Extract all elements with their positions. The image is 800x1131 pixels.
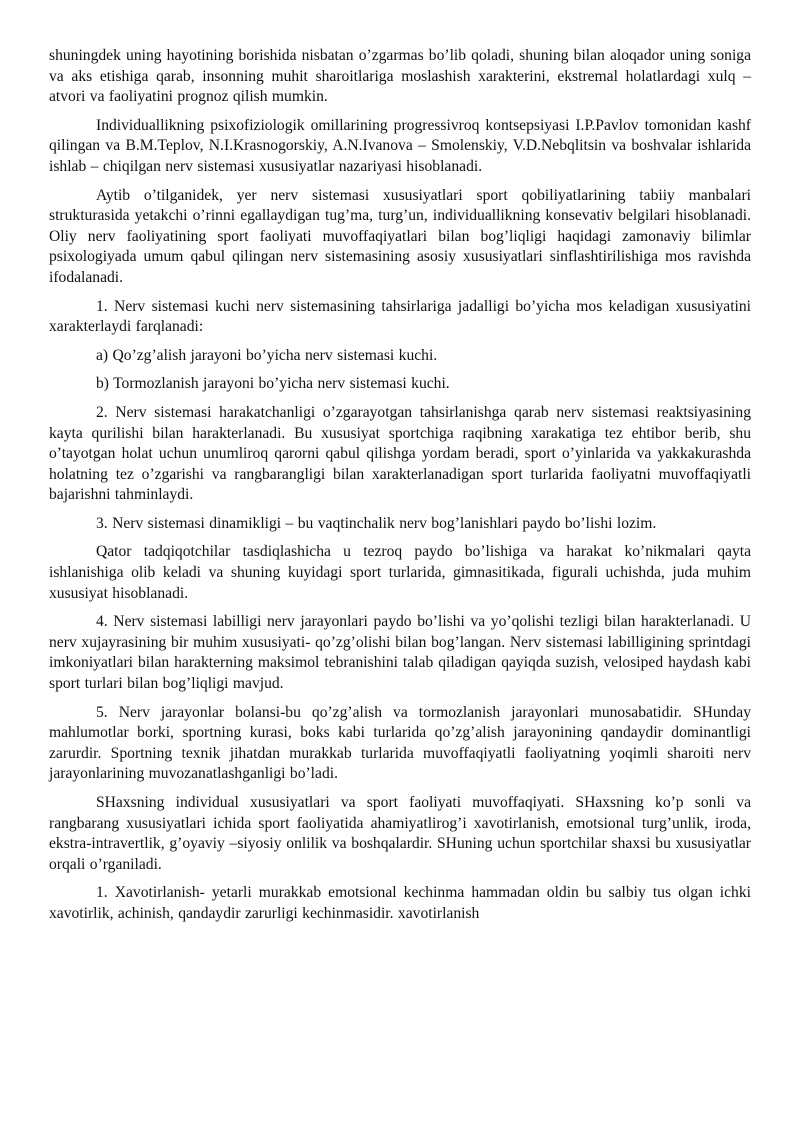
paragraph-continuation: shuningdek uning hayotining borishida nisbatan o’zgarmas bo’lib qoladi, shuning bilan aloqador uning soniga va aks etishiga qarab, insonning muhit sharoitlariga moslashish xarakterini, ekstremal holatlardagi xulq – atvori va faoliyatini prognoz qilish mumkin. (49, 47, 751, 106)
paragraph-researchers: Qator tadqiqotchilar tasdiqlashicha u tezroq paydo bo’lishiga va harakat ko’nikmalari qayta ishlanishiga olib keladi va shuning kuyidagi sport turlarida, gimnasitikada, figurali uchishda, juda muhim xususiyat hisoblanadi. (49, 543, 751, 602)
paragraph-pavlov-concept: Individuallikning psixofiziologik omillarining progressivroq kontsepsiyasi I.P.Pavlov tomonidan kashf qilingan va B.M.Teplov, N.I.Krasnogorskiy, A.N.Ivanova – Smolenskiy, V.D.Nebqlitsin va boshvalar ishlarida ishlab – chiqilgan nerv sistemasi xususiyatlar nazariyasi hisoblanadi. (49, 116, 751, 175)
paragraph-nerve-properties-intro: Aytib o’tilganidek, yer nerv sistemasi xususiyatlari sport qobiliyatlarining tabiiy manbalari strukturasida yetakchi o’rinni egallaydigan tug’ma, turg’un, individuallikning konsevativ belgilari hisoblanadi. Oliy nerv faoliyatining sport faoliyati muvoffaqiyatlari bilan bog’liqligi haqidagi zamonaviy bilimlar psixologiyada umum qabul qilingan nerv sistemasining asosiy xususiyatlari sinflashtirilishiga mos ravishda ifodalanadi. (49, 186, 751, 286)
paragraph-anxiety: 1. Xavotirlanish- yetarli murakkab emotsional kechinma hammadan oldin bu salbiy tus olgan ichki xavotirlik, achinish, qandaydir zarurligi kechinmasidir. xavotirlanish (49, 884, 751, 922)
paragraph-subitem-b: b) Tormozlanish jarayoni bo’yicha nerv sistemasi kuchi. (96, 375, 450, 393)
paragraph-subitem-a: a) Qo’zg’alish jarayoni bo’yicha nerv sistemasi kuchi. (96, 346, 438, 364)
paragraph-personality-traits: SHaxsning individual xususiyatlari va sport faoliyati muvoffaqiyati. SHaxsning ko’p sonli va rangbarang xususiyatlari ichida sport faoliyatida ahamiyatlirog’i xavotirlanish, emotsional turg’unlik, iroda, ekstra-intravertlik, g’oyaviy –siyosiy onlilik va boshqalardir. SHuning uchun sportchilar shaxsi bu xususiyatlar orqali o’rganiladi. (49, 794, 751, 873)
document-body (49, 46, 751, 933)
paragraph-item-4-lability: 4. Nerv sistemasi labilligi nerv jarayonlari paydo bo’lishi va yo’qolishi tezligi bilan harakterlanadi. U nerv xujayrasining bir muhim xususiyati- qo’zg’olishi bilan bog’langan. Nerv sistemasi labilligining sprintdagi imkoniyatlari bilan harakterning maksimol tebranishini talab qiladigan qayiqda suzish, velosiped haydash kabi sport turlari bilan bog’liqligi mavjud. (49, 613, 751, 693)
paragraph-item-3-dynamics: 3. Nerv sistemasi dinamikligi – bu vaqtinchalik nerv bog’lanishlari paydo bo’lishi lozim. (96, 514, 657, 532)
paragraph-item-2-mobility: 2. Nerv sistemasi harakatchanligi o’zgarayotgan tahsirlanishga qarab nerv sistemasi reaktsiyasining kayta qurilishi bilan harakterlanadi. Bu xususiyat sportchiga raqibning xarakatiga tez ehtibor berib, shu o’tayotgan holat uchun unumliroq qarorni qabul qilishga yordam beradi, sport o’yinlarida va yakkakurashda holatning tez o’zgarishi va rangbarangligi bilan xarakterlanadigan sport turlarida faoliyatni muvoffaqiyatli bajarishni tahminlaydi. (49, 403, 751, 504)
paragraph-item-1-strength: 1. Nerv sistemasi kuchi nerv sistemasining tahsirlariga jadalligi bo’yicha mos keladigan xususiyatini xarakterlaydi farqlanadi: (49, 297, 751, 336)
paragraph-item-5-balance: 5. Nerv jarayonlar bolansi-bu qo’zg’alish va tormozlanish jarayonlari munosabatidir. SHunday mahlumotlar borki, sportning kurasi, boks kabi turlarida qo’zg’alish jarayonining qandaydir dominantligi zarurdir. Sportning texnik jihatdan murakkab turlarida muvoffaqiyatli faoliyatning yoqimli sharoiti nerv jarayonlarining muvozanatlashganligi bo’ladi. (49, 703, 751, 783)
